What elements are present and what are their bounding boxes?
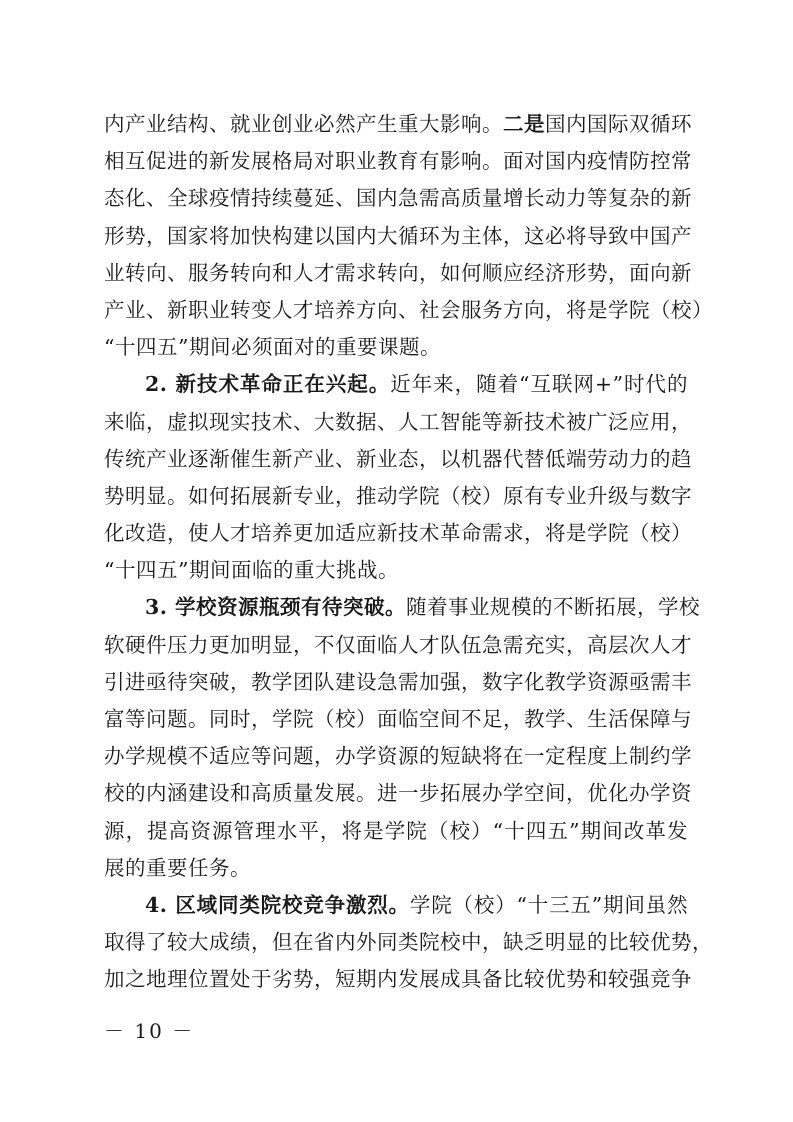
body-text: 势明显。如何拓展新专业，推动学院（校）原有专业升级与数字 [104,483,692,508]
text-line [104,478,692,515]
text-line [104,404,692,441]
body-text: 产业、新职业转变人才培养方向、社会服务方向，将是学院（校） [104,297,713,322]
body-text: 展的重要任务。 [104,855,251,880]
heading-text: 二是 [503,112,545,136]
text-line [104,775,692,812]
body-text: 国内国际双循环 [545,112,692,136]
text-line [104,329,688,366]
text-line [104,515,692,552]
body-text: 化改造，使人才培养更加适应新技术革命需求，将是学院（校） [104,521,692,546]
body-text: 软硬件压力更加明显，不仅面临人才队伍急需充实，高层次人才 [104,632,692,657]
body-text: 来临，虚拟现实技术、大数据、人工智能等新技术被广泛应用， [104,409,692,434]
text-line [104,961,692,998]
text-line [104,255,692,292]
text-line [104,887,688,924]
text-line [104,552,688,589]
body-text: 加之地理位置处于劣势，短期内发展成具备比较优势和较强竞争 [104,967,692,992]
body-text: 取得了较大成绩，但在省内外同类院校中，缺乏明显的比较优势， [104,930,713,955]
heading-text: 4. 区域同类院校竞争激烈。 [145,892,410,917]
text-line [104,664,692,701]
body-text: 相互促进的新发展格局对职业教育有影响。面对国内疫情防控常 [104,149,692,174]
body-text: 内产业结构、就业创业必然产生重大影响。 [104,112,503,136]
text-line [104,701,692,738]
body-text: 形势，国家将加快构建以国内大循环为主体，这必将导致中国产 [104,223,692,248]
text-line [104,441,692,478]
body-text: 引进亟待突破，教学团队建设急需加强，数字化教学资源亟需丰 [104,669,692,694]
text-line [104,924,713,961]
text-line [104,143,692,180]
body-text: 传统产业逐渐催生新产业、新业态，以机器代替低端劳动力的趋 [104,446,692,471]
text-line [104,366,688,403]
paragraph [104,106,713,366]
body-text: 随着事业规模的不断拓展，学校 [406,595,701,620]
text-line [104,292,713,329]
text-line [104,738,692,775]
page-number: － 10 － [104,1019,195,1043]
body-text: 态化、全球疫情持续蔓延、国内急需高质量增长动力等复杂的新 [104,186,692,211]
text-line [104,850,688,887]
heading-text: 3. 学校资源瓶颈有待突破。 [145,595,407,620]
text-line [104,627,692,664]
body-text: 校的内涵建设和高质量发展。进一步拓展办学空间，优化办学资 [104,781,692,806]
body-text: 学院（校）“十三五”期间虽然 [409,892,688,917]
text-line [104,106,692,143]
body-text: 近年来，随着“互联网+”时代的 [390,372,688,397]
paragraph [104,366,692,589]
body-text: 办学规模不适应等问题，办学资源的短缺将在一定程度上制约学 [104,744,692,769]
body-text: “十四五”期间面临的重大挑战。 [104,558,399,583]
text-line [104,813,688,850]
heading-text: 2. 新技术革命正在兴起。 [145,372,391,397]
body-text: 业转向、服务转向和人才需求转向，如何顺应经济形势，面向新 [104,260,692,285]
body-text: 源，提高资源管理水平，将是学院（校）“十四五”期间改革发 [104,818,688,843]
text-line [104,218,692,255]
paragraph [104,887,713,999]
text-line [104,589,701,626]
paragraph [104,589,701,887]
body-text: 富等问题。同时，学院（校）面临空间不足，教学、生活保障与 [104,707,692,731]
text-line [104,180,692,217]
document-body [104,106,713,999]
body-text: “十四五”期间必须面对的重要课题。 [104,335,441,360]
